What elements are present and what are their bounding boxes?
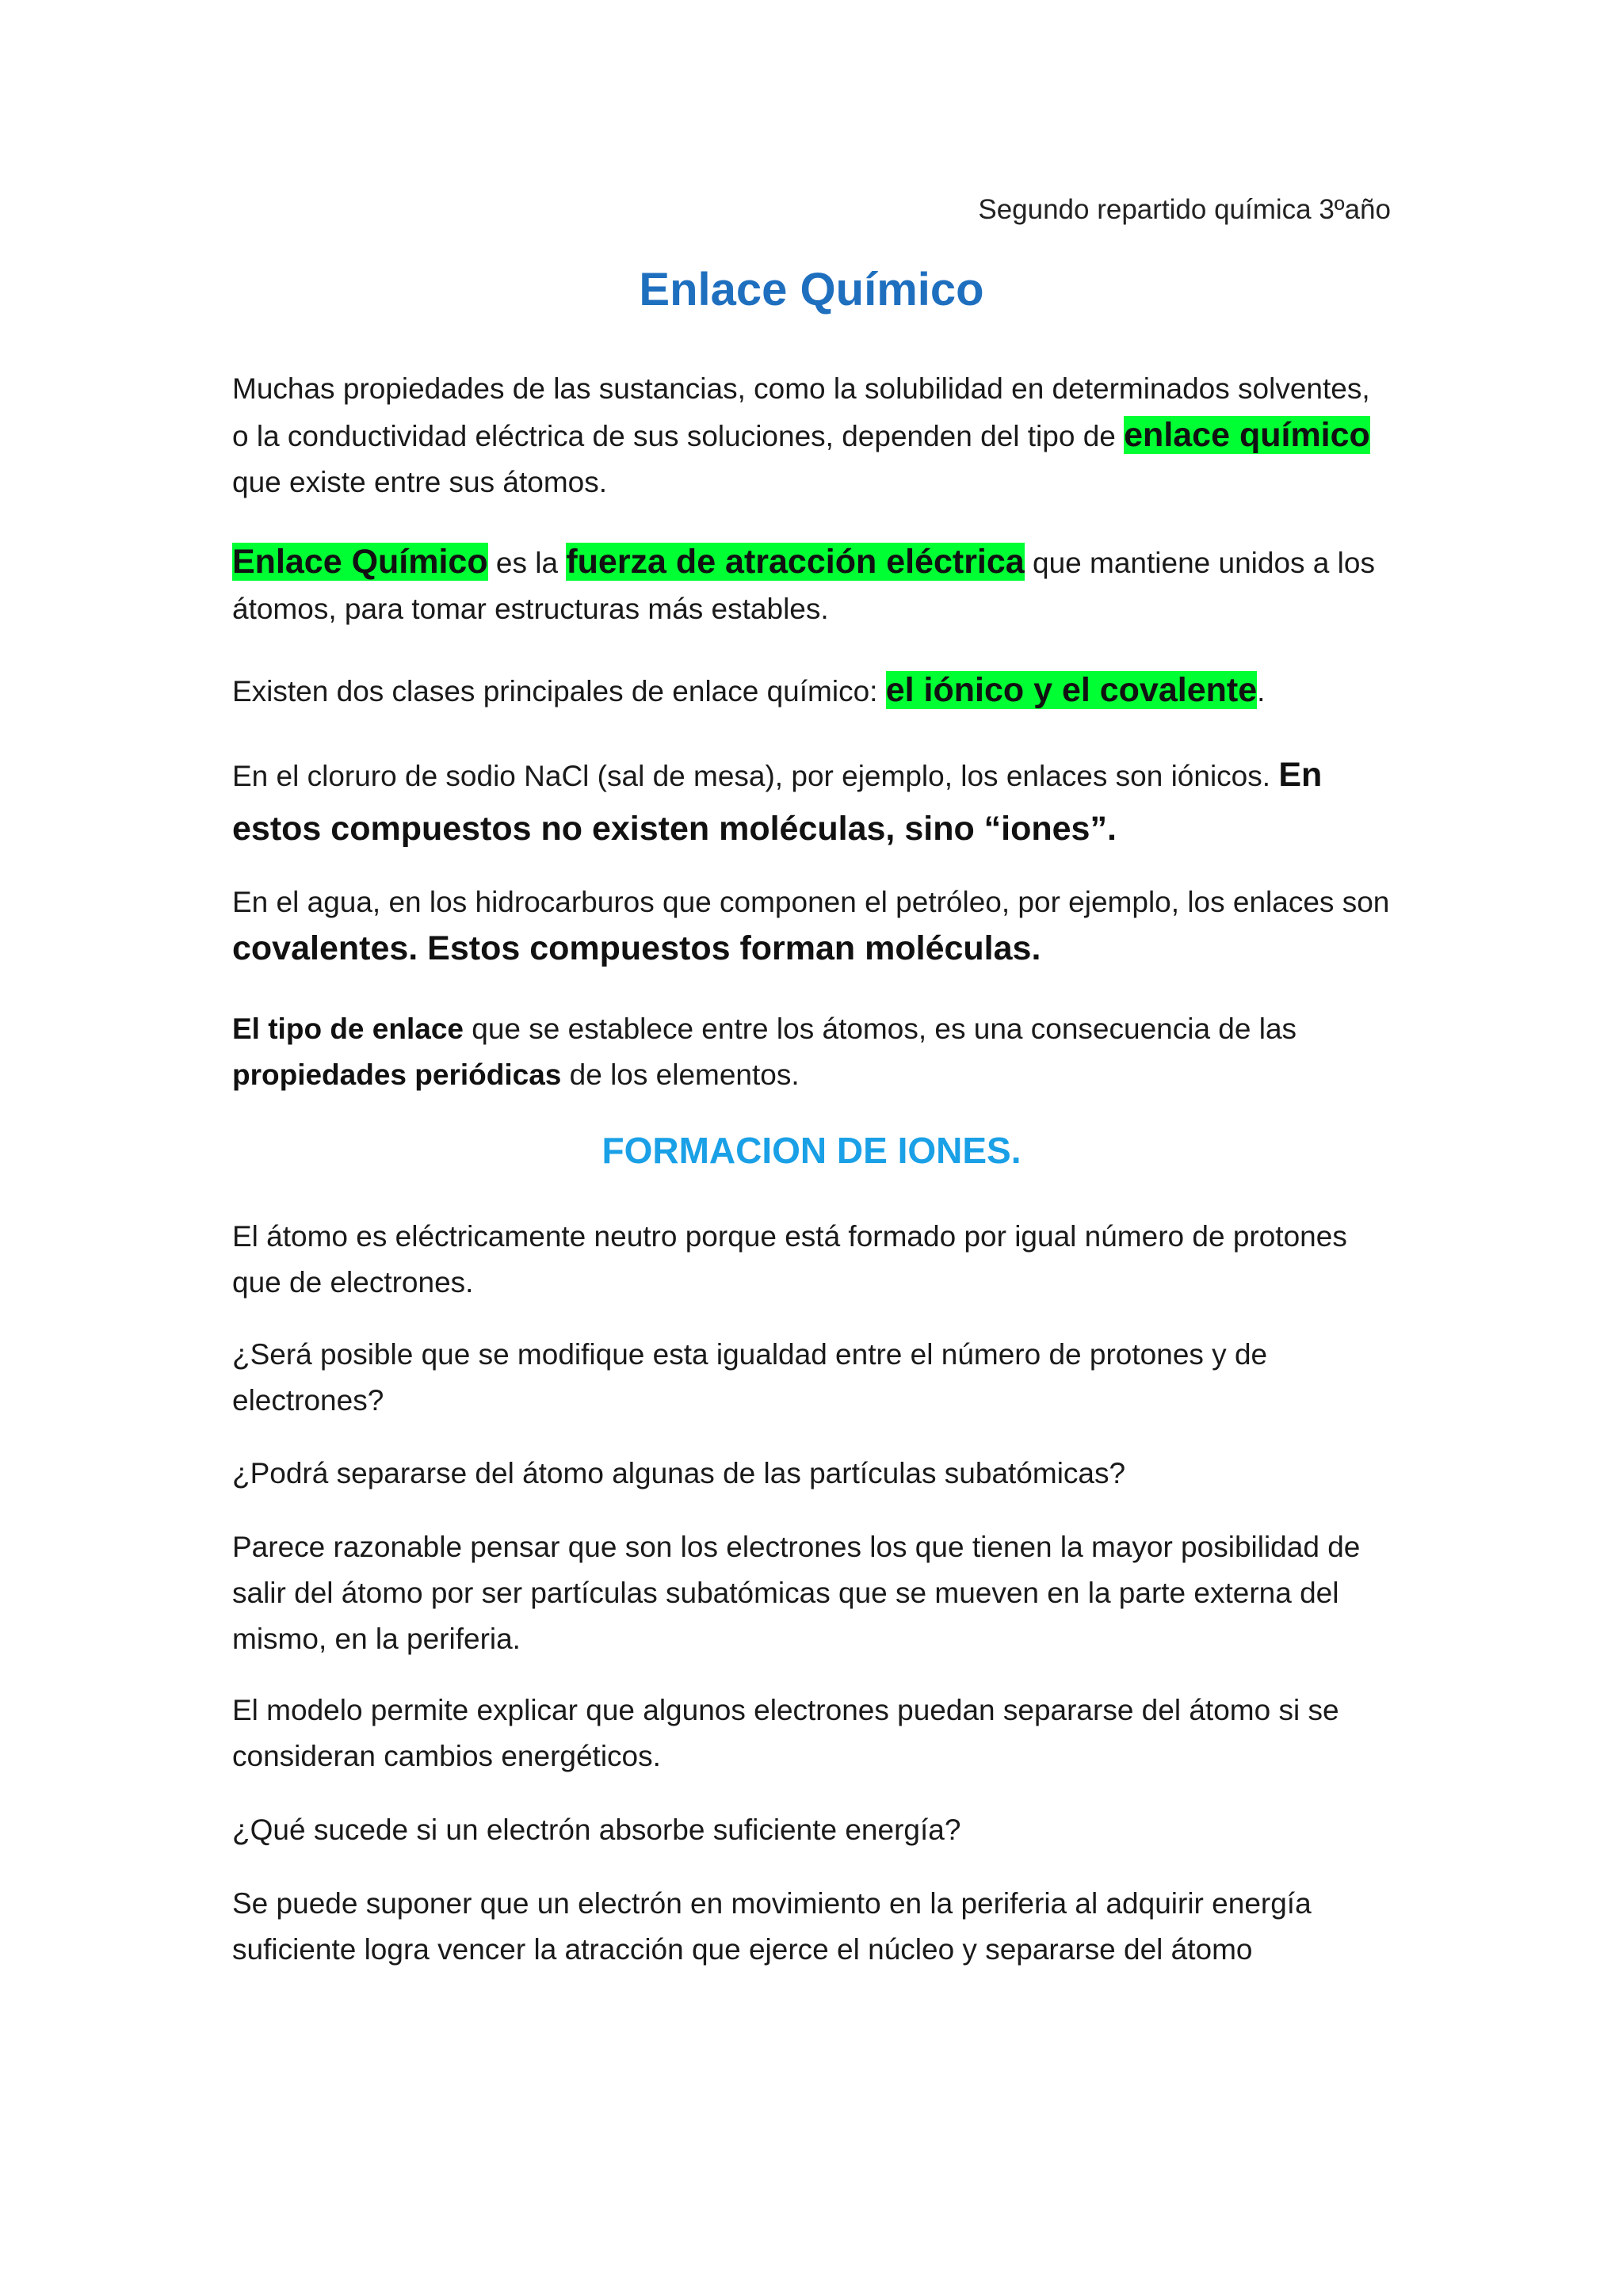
section-title: FORMACION DE IONES.	[601, 1130, 1022, 1171]
paragraph-electrones: Parece razonable pensar que son los electrones los que tienen la mayor posibilidad de salir del átomo por ser partículas subatómicas que se mueven en la parte externa del mismo, en la periferia.	[232, 1531, 1361, 1655]
paragraph-ionico	[232, 749, 1391, 856]
highlight-enlace-quimico: enlace químico	[1124, 416, 1370, 454]
paragraph-intro	[232, 366, 1391, 505]
paragraph-text: de los elementos.	[561, 1058, 800, 1091]
paragraph-text: que existe entre sus átomos.	[232, 466, 608, 498]
bold-iones: En estos compuestos no existen moléculas, sino “iones”.	[232, 756, 1323, 848]
header-note: Segundo repartido química 3ºaño	[978, 194, 1391, 225]
paragraph-covalente	[232, 879, 1391, 973]
page-title: Enlace Químico	[639, 264, 984, 315]
paragraph-text: En el cloruro de sodio NaCl (sal de mesa), por ejemplo, los enlaces son iónicos.	[232, 760, 1279, 792]
paragraph-text: .	[1257, 675, 1266, 707]
bold-tipo-enlace: El tipo de enlace	[232, 1013, 464, 1045]
bold-propiedades-periodicas: propiedades periódicas	[232, 1058, 562, 1091]
paragraph-modelo: El modelo permite explicar que algunos electrones puedan separarse del átomo si se consideran cambios energéticos.	[232, 1694, 1339, 1772]
paragraph-pregunta-energia: ¿Qué sucede si un electrón absorbe suficiente energía?	[232, 1814, 961, 1846]
highlight-ionico-covalente: el iónico y el covalente	[885, 671, 1258, 709]
paragraph-neutro: El átomo es eléctricamente neutro porque está formado por igual número de protones que de electrones.	[232, 1220, 1347, 1299]
paragraph-text: Muchas propiedades de las sustancias, como la solubilidad en determinados solventes, o la conductividad eléctrica de sus soluciones, dependen del tipo de	[232, 372, 1370, 452]
bold-covalentes: covalentes. Estos compuestos forman moléculas.	[232, 929, 1041, 967]
highlight-enlace-quimico-term: Enlace Químico	[232, 543, 488, 581]
paragraph-text: que se establece entre los átomos, es una consecuencia de las	[463, 1013, 1297, 1045]
paragraph-clases	[232, 667, 1391, 715]
paragraph-tipo-enlace	[232, 1006, 1391, 1098]
paragraph-pregunta-igualdad: ¿Será posible que se modifique esta igualdad entre el número de protones y de electrones?	[232, 1338, 1268, 1417]
paragraph-suponer: Se puede suponer que un electrón en movimiento en la periferia al adquirir energía suficiente logra vencer la atracción que ejerce el núcleo y separarse del átomo	[232, 1887, 1312, 1966]
paragraph-text: En el agua, en los hidrocarburos que componen el petróleo, por ejemplo, los enlaces son	[232, 886, 1390, 918]
paragraph-definition	[232, 539, 1391, 632]
paragraph-text: que mantiene unidos a los átomos, para tomar estructuras más estables.	[232, 547, 1375, 625]
highlight-fuerza-atraccion: fuerza de atracción eléctrica	[566, 543, 1025, 581]
paragraph-text: Existen dos clases principales de enlace químico:	[232, 675, 886, 707]
paragraph-text: es la	[487, 547, 567, 579]
paragraph-pregunta-separarse: ¿Podrá separarse del átomo algunas de las partículas subatómicas?	[232, 1457, 1126, 1489]
